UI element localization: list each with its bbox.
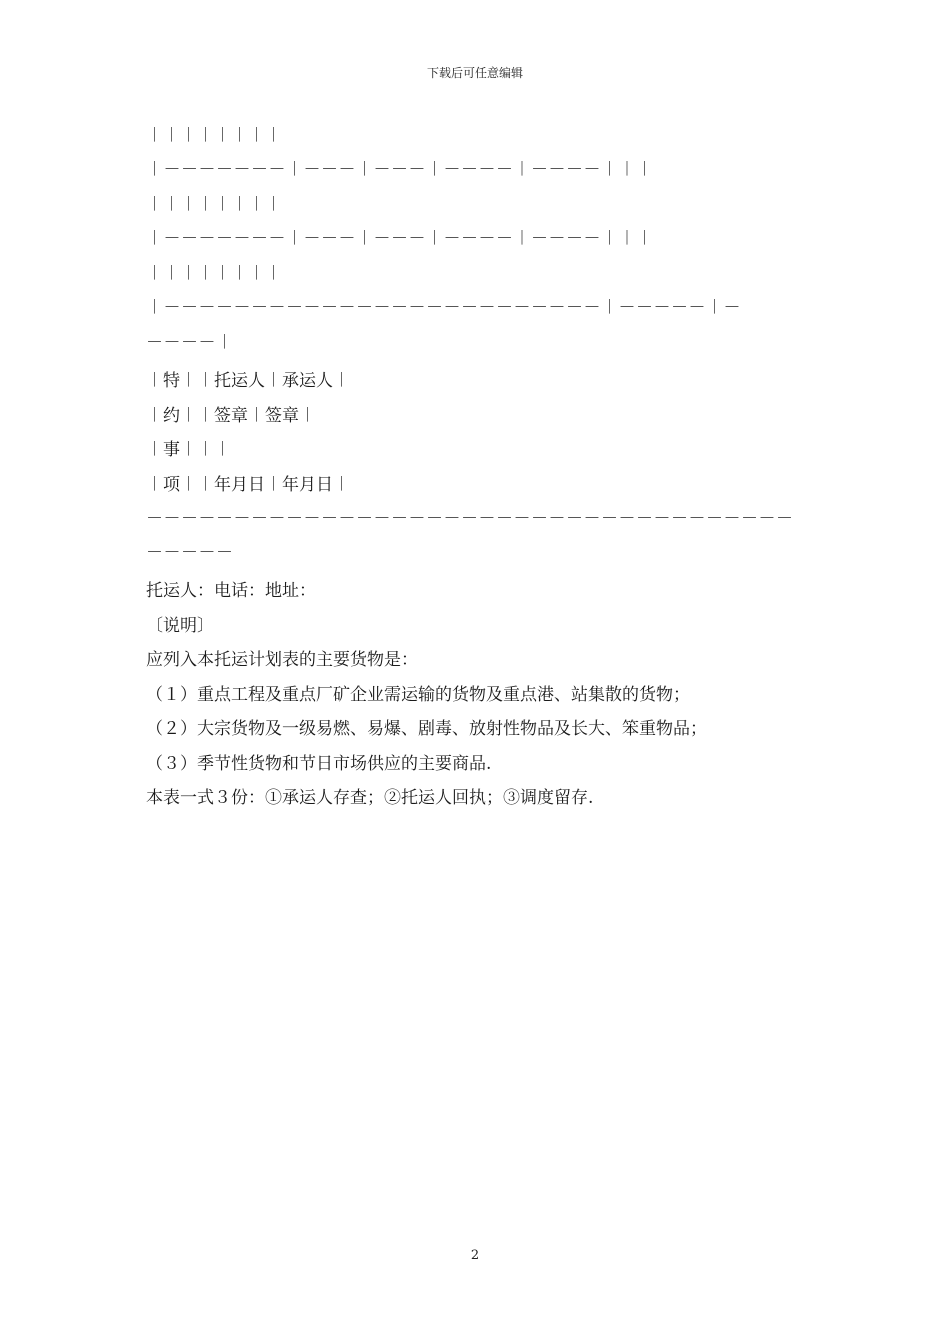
table-rule: ︱－－－－－－－︱－－－︱－－－︱－－－－︱－－－－︱︱︱ (146, 229, 654, 249)
special-terms-row: ︱事︱︱︱ (146, 440, 231, 460)
table-rule-continuation: －－－－︱ (146, 333, 234, 353)
table-rule: ︱－－－－－－－︱－－－︱－－－︱－－－－︱－－－－︱︱︱ (146, 160, 654, 180)
table-bottom-rule-continuation: －－－－－ (146, 543, 234, 563)
notes-item: （２）大宗货物及一级易燃、易爆、剧毒、放射性物品及长大、笨重物品； (146, 719, 707, 739)
special-terms-row: ︱项︱︱年月日︱年月日︱ (146, 475, 350, 495)
notes-heading: 〔说明〕 (146, 616, 214, 636)
contact-line: 托运人：电话：地址： (146, 581, 316, 601)
table-bottom-rule: －－－－－－－－－－－－－－－－－－－－－－－－－－－－－－－－－－－－－ (146, 509, 794, 529)
page-header: 下载后可任意编辑 (426, 66, 523, 80)
notes-item: （３）季节性货物和节日市场供应的主要商品. (146, 754, 492, 774)
table-row: ︱︱︱︱︱︱︱︱ (146, 126, 282, 146)
special-terms-row: ︱特︱︱托运人︱承运人︱ (146, 371, 350, 391)
table-rule: ︱－－－－－－－－－－－－－－－－－－－－－－－－－︱－－－－－︱－ (146, 298, 741, 318)
notes-intro: 应列入本托运计划表的主要货物是： (146, 650, 418, 670)
copies-note: 本表一式３份：①承运人存查；②托运人回执；③调度留存. (146, 788, 594, 808)
table-row: ︱︱︱︱︱︱︱︱ (146, 264, 282, 284)
table-row: ︱︱︱︱︱︱︱︱ (146, 195, 282, 215)
special-terms-row: ︱约︱︱签章︱签章︱ (146, 406, 316, 426)
notes-item: （１）重点工程及重点厂矿企业需运输的货物及重点港、站集散的货物； (146, 685, 690, 705)
page-number: 2 (470, 1248, 480, 1263)
